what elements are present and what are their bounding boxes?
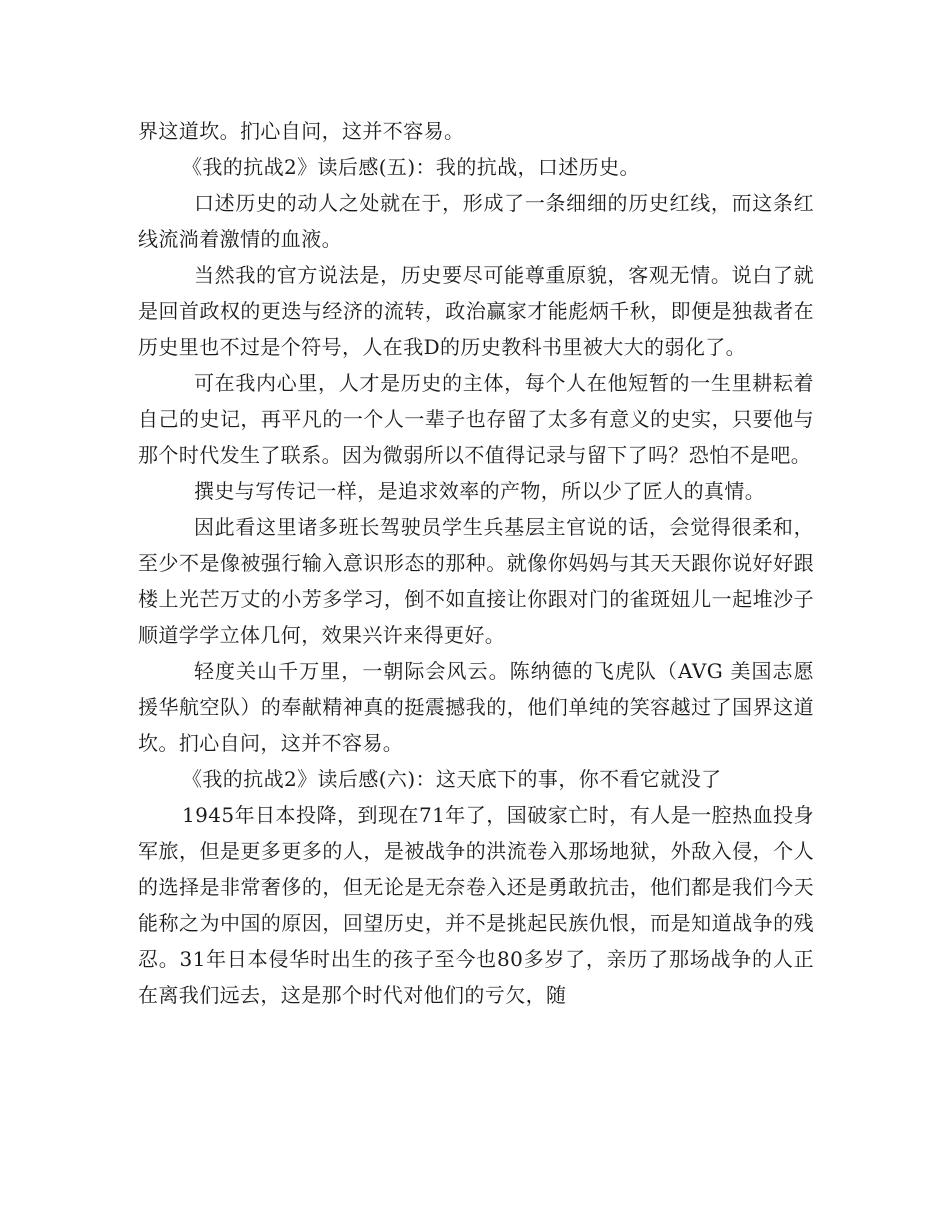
paragraph: 因此看这里诸多班长驾驶员学生兵基层主官说的话，会觉得很柔和，至少不是像被强行输入意识形态的那种。就像你妈妈与其天天跟你说好好跟楼上光芒万丈的小芳多学习，倒不如直接让你跟对门的雀斑妞儿一起堆沙子顺道学学立体几何，效果兴许来得更好。 [138, 515, 814, 647]
paragraph: 1945年日本投降，到现在71年了，国破家亡时，有人是一腔热血投身军旅，但是更多更多的人，是被战争的洪流卷入那场地狱，外敌入侵，个人的选择是非常奢侈的，但无论是无奈卷入还是勇敢抗击，他们都是我们今天能称之为中国的原因，回望历史，并不是挑起民族仇恨，而是知道战争的残忍。31年日本侵华时出生的孩子至今也80多岁了，亲历了那场战争的人正在离我们远去，这是那个时代对他们的亏欠，随 [138, 803, 814, 1007]
paragraph: 轻度关山千万里，一朝际会风云。陈纳德的飞虎队（AVG 美国志愿援华航空队）的奉献精神真的挺震撼我的，他们单纯的笑容越过了国界这道坎。扪心自问，这并不容易。 [138, 659, 814, 755]
paragraph: 可在我内心里，人才是历史的主体，每个人在他短暂的一生里耕耘着自己的史记，再平凡的一个人一辈子也存留了太多有意义的史实，只要他与那个时代发生了联系。因为微弱所以不值得记录与留下了吗？恐怕不是吧。 [138, 371, 814, 467]
paragraph: 当然我的官方说法是，历史要尽可能尊重原貌，客观无情。说白了就是回首政权的更迭与经济的流转，政治赢家才能彪炳千秋，即便是独裁者在历史里也不过是个符号，人在我D的历史教科书里被大大的弱化了。 [138, 263, 814, 359]
section-heading: 《我的抗战2》读后感(六)：这天底下的事，你不看它就没了 [182, 767, 722, 791]
document-body [138, 113, 814, 1013]
paragraph: 界这道坎。扪心自问，这并不容易。 [138, 119, 465, 143]
section-heading: 《我的抗战2》读后感(五)：我的抗战，口述历史。 [182, 155, 640, 179]
paragraph: 口述历史的动人之处就在于，形成了一条细细的历史红线，而这条红线流淌着激情的血液。 [138, 191, 814, 251]
paragraph: 撰史与写传记一样，是追求效率的产物，所以少了匠人的真情。 [194, 479, 766, 503]
